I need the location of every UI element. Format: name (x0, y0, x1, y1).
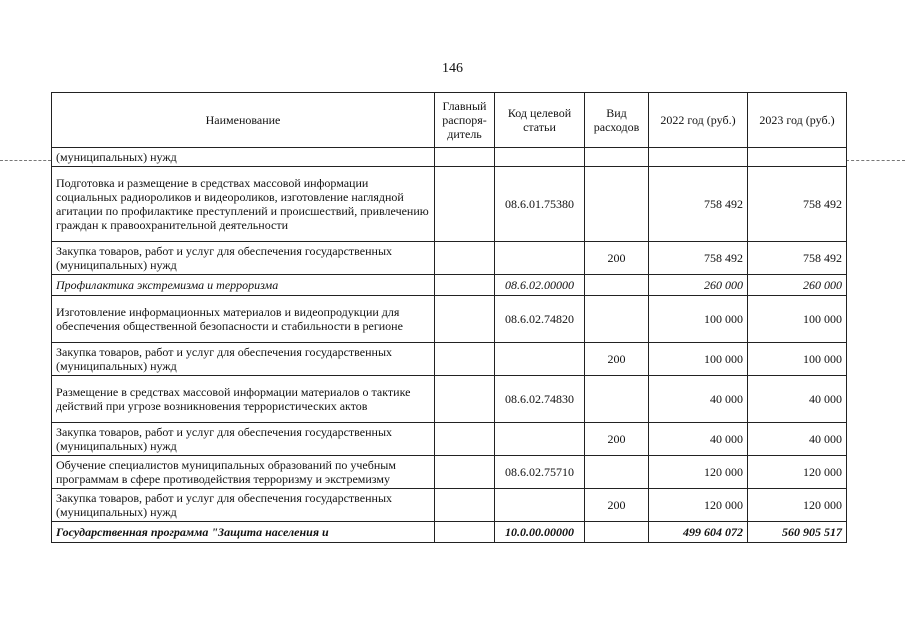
cell-type: 200 (585, 423, 649, 456)
cell-name: Закупка товаров, работ и услуг для обеспечения государственных (муниципальных) нужд (52, 423, 435, 456)
table-row (52, 456, 847, 489)
cell-2022: 260 000 (649, 275, 748, 296)
cell-code (495, 343, 585, 376)
cell-type: 200 (585, 242, 649, 275)
cell-name: Обучение специалистов муниципальных образований по учебным программам в сфере противодействия терроризму и экстремизму (52, 456, 435, 489)
cell-2022: 40 000 (649, 423, 748, 456)
cell-manager (435, 242, 495, 275)
cell-type (585, 376, 649, 423)
cell-2023 (748, 148, 847, 167)
cell-2023: 120 000 (748, 489, 847, 522)
cell-2022: 40 000 (649, 376, 748, 423)
cell-2022: 499 604 072 (649, 522, 748, 543)
table-row (52, 489, 847, 522)
header-expense-type: Вид расходов (585, 93, 649, 148)
cell-2022: 100 000 (649, 296, 748, 343)
scan-artifact-line-left (0, 160, 51, 161)
cell-name: Закупка товаров, работ и услуг для обеспечения государственных (муниципальных) нужд (52, 343, 435, 376)
cell-name: Размещение в средствах массовой информации материалов о тактике действий при угрозе возникновения террористических актов (52, 376, 435, 423)
table-row (52, 343, 847, 376)
scan-artifact-line-right (846, 160, 905, 161)
cell-code: 08.6.02.74830 (495, 376, 585, 423)
table-row (52, 423, 847, 456)
table-row (52, 376, 847, 423)
cell-manager (435, 423, 495, 456)
cell-2022: 758 492 (649, 167, 748, 242)
table-row-subprogram (52, 275, 847, 296)
header-year-2023: 2023 год (руб.) (748, 93, 847, 148)
cell-code: 08.6.02.00000 (495, 275, 585, 296)
cell-name: Закупка товаров, работ и услуг для обеспечения государственных (муниципальных) нужд (52, 242, 435, 275)
cell-2023: 758 492 (748, 167, 847, 242)
cell-type (585, 167, 649, 242)
table-row-program (52, 522, 847, 543)
cell-type (585, 296, 649, 343)
cell-manager (435, 376, 495, 423)
cell-2023: 100 000 (748, 296, 847, 343)
page-number: 146 (442, 61, 463, 76)
cell-2023: 40 000 (748, 423, 847, 456)
cell-code: 10.0.00.00000 (495, 522, 585, 543)
cell-code (495, 423, 585, 456)
cell-type (585, 275, 649, 296)
cell-manager (435, 522, 495, 543)
header-main-manager: Главный распоря-дитель (435, 93, 495, 148)
cell-name: Изготовление информационных материалов и видеопродукции для обеспечения общественной безопасности и стабильности в регионе (52, 296, 435, 343)
cell-2022: 120 000 (649, 489, 748, 522)
cell-name: Подготовка и размещение в средствах массовой информации социальных радиороликов и видеороликов, изготовление наглядной агитации по профилактике преступлений и происшествий, привлечению граждан к правоохранительной деятельности (52, 167, 435, 242)
table-row (52, 296, 847, 343)
cell-type (585, 456, 649, 489)
cell-2023: 40 000 (748, 376, 847, 423)
cell-type: 200 (585, 489, 649, 522)
cell-code: 08.6.02.74820 (495, 296, 585, 343)
cell-manager (435, 296, 495, 343)
table-row (52, 148, 847, 167)
cell-code: 08.6.02.75710 (495, 456, 585, 489)
header-name: Наименование (52, 93, 435, 148)
cell-manager (435, 489, 495, 522)
table-header-row (52, 93, 847, 148)
cell-name: Профилактика экстремизма и терроризма (52, 275, 435, 296)
cell-2022: 120 000 (649, 456, 748, 489)
cell-code (495, 242, 585, 275)
cell-manager (435, 167, 495, 242)
cell-name: (муниципальных) нужд (52, 148, 435, 167)
header-target-code: Код целевой статьи (495, 93, 585, 148)
cell-2023: 120 000 (748, 456, 847, 489)
cell-code (495, 148, 585, 167)
cell-2023: 758 492 (748, 242, 847, 275)
cell-2022: 758 492 (649, 242, 748, 275)
cell-2022: 100 000 (649, 343, 748, 376)
cell-type: 200 (585, 343, 649, 376)
cell-code (495, 489, 585, 522)
cell-type (585, 148, 649, 167)
cell-manager (435, 343, 495, 376)
header-year-2022: 2022 год (руб.) (649, 93, 748, 148)
table-row (52, 242, 847, 275)
budget-table (51, 92, 847, 543)
cell-manager (435, 275, 495, 296)
cell-2023: 260 000 (748, 275, 847, 296)
cell-manager (435, 456, 495, 489)
cell-2023: 100 000 (748, 343, 847, 376)
cell-type (585, 522, 649, 543)
cell-2022 (649, 148, 748, 167)
table-row (52, 167, 847, 242)
cell-manager (435, 148, 495, 167)
cell-name: Закупка товаров, работ и услуг для обеспечения государственных (муниципальных) нужд (52, 489, 435, 522)
cell-name: Государственная программа "Защита населения и (52, 522, 435, 543)
cell-2023: 560 905 517 (748, 522, 847, 543)
cell-code: 08.6.01.75380 (495, 167, 585, 242)
